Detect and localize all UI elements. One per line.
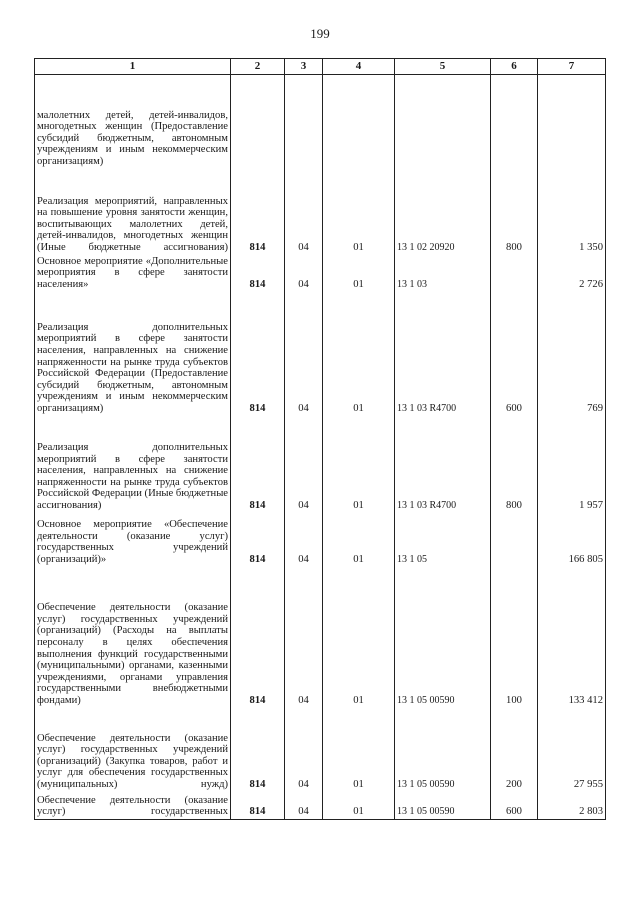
row-ministry-code: 814 bbox=[231, 292, 285, 416]
table-row bbox=[35, 169, 606, 255]
row-subsection-code: 01 bbox=[323, 792, 395, 820]
row-section-code: 04 bbox=[285, 708, 323, 792]
row-expense-type bbox=[491, 75, 538, 169]
row-expense-type: 800 bbox=[491, 169, 538, 255]
budget-table bbox=[34, 58, 606, 820]
row-target-code: 13 1 03 R4700 bbox=[395, 416, 491, 513]
table-row bbox=[35, 75, 606, 169]
row-ministry-code: 814 bbox=[231, 567, 285, 708]
row-subsection-code: 01 bbox=[323, 169, 395, 255]
row-amount bbox=[538, 75, 606, 169]
table-row bbox=[35, 416, 606, 513]
row-section-code: 04 bbox=[285, 169, 323, 255]
header-col-3: 3 bbox=[285, 59, 323, 75]
row-amount: 133 412 bbox=[538, 567, 606, 708]
page-number: 199 bbox=[310, 26, 330, 41]
row-subsection-code: 01 bbox=[323, 255, 395, 292]
table-row bbox=[35, 255, 606, 292]
header-col-4: 4 bbox=[323, 59, 395, 75]
row-description: Основное мероприятие «Дополнительные мероприятия в сфере занятости населения» bbox=[35, 255, 231, 292]
row-subsection-code: 01 bbox=[323, 567, 395, 708]
row-subsection-code: 01 bbox=[323, 708, 395, 792]
row-target-code bbox=[395, 75, 491, 169]
row-description: Реализация мероприятий, направленных на повышение уровня занятости женщин, воспитывающих малолетних детей, детей-инвалидов, многодетных женщин (Иные бюджетные ассигнования) bbox=[35, 169, 231, 255]
row-subsection-code: 01 bbox=[323, 292, 395, 416]
row-subsection-code bbox=[323, 75, 395, 169]
row-amount: 1 350 bbox=[538, 169, 606, 255]
row-expense-type: 100 bbox=[491, 567, 538, 708]
row-target-code: 13 1 05 00590 bbox=[395, 792, 491, 820]
row-section-code: 04 bbox=[285, 292, 323, 416]
table-row bbox=[35, 792, 606, 820]
row-description: Обеспечение деятельности (оказание услуг) государственных bbox=[35, 792, 231, 820]
row-expense-type bbox=[491, 255, 538, 292]
row-amount: 769 bbox=[538, 292, 606, 416]
table-row bbox=[35, 708, 606, 792]
table-row bbox=[35, 292, 606, 416]
row-description: Реализация дополнительных мероприятий в сфере занятости населения, направленных на снижение напряженности на рынке труда субъектов Российской Федерации (Предоставление субсидий бюджетным, автономным учреждениям и иным некоммерческим организациям) bbox=[35, 292, 231, 416]
header-col-6: 6 bbox=[491, 59, 538, 75]
table-row bbox=[35, 513, 606, 567]
header-col-5: 5 bbox=[395, 59, 491, 75]
row-target-code: 13 1 02 20920 bbox=[395, 169, 491, 255]
row-expense-type bbox=[491, 513, 538, 567]
row-description: Обеспечение деятельности (оказание услуг) государственных учреждений (организаций) (Расходы на выплаты персоналу в целях обеспечения выполнения функций государственными (муниципальными) органами, казенными учреждениями, органами управления государственными внебюджетными фондами) bbox=[35, 567, 231, 708]
row-description: Основное мероприятие «Обеспечение деятельности (оказание услуг) государственных учреждений (организаций)» bbox=[35, 513, 231, 567]
row-expense-type: 600 bbox=[491, 292, 538, 416]
row-section-code: 04 bbox=[285, 567, 323, 708]
row-target-code: 13 1 05 00590 bbox=[395, 567, 491, 708]
row-description: Реализация дополнительных мероприятий в сфере занятости населения, направленных на снижение напряженности на рынке труда субъектов Российской Федерации (Иные бюджетные ассигнования) bbox=[35, 416, 231, 513]
row-ministry-code: 814 bbox=[231, 513, 285, 567]
row-target-code: 13 1 05 00590 bbox=[395, 708, 491, 792]
row-ministry-code: 814 bbox=[231, 792, 285, 820]
row-section-code: 04 bbox=[285, 255, 323, 292]
row-description: малолетних детей, детей-инвалидов, многодетных женщин (Предоставление субсидий бюджетным, автономным учреждениям и иным некоммерческим организациям) bbox=[35, 75, 231, 169]
row-amount: 27 955 bbox=[538, 708, 606, 792]
header-col-7: 7 bbox=[538, 59, 606, 75]
header-row bbox=[35, 59, 606, 75]
row-target-code: 13 1 05 bbox=[395, 513, 491, 567]
header-col-2: 2 bbox=[231, 59, 285, 75]
row-ministry-code: 814 bbox=[231, 416, 285, 513]
row-expense-type: 200 bbox=[491, 708, 538, 792]
row-ministry-code: 814 bbox=[231, 708, 285, 792]
row-expense-type: 600 bbox=[491, 792, 538, 820]
row-section-code bbox=[285, 75, 323, 169]
row-target-code: 13 1 03 R4700 bbox=[395, 292, 491, 416]
row-amount: 2 803 bbox=[538, 792, 606, 820]
row-description: Обеспечение деятельности (оказание услуг) государственных учреждений (организаций) (Закупка товаров, работ и услуг для обеспечения государственных (муниципальных) нужд) bbox=[35, 708, 231, 792]
row-amount: 1 957 bbox=[538, 416, 606, 513]
row-amount: 166 805 bbox=[538, 513, 606, 567]
table-row bbox=[35, 567, 606, 708]
row-ministry-code bbox=[231, 75, 285, 169]
row-section-code: 04 bbox=[285, 513, 323, 567]
row-amount: 2 726 bbox=[538, 255, 606, 292]
row-section-code: 04 bbox=[285, 416, 323, 513]
row-subsection-code: 01 bbox=[323, 416, 395, 513]
header-col-1: 1 bbox=[35, 59, 231, 75]
row-subsection-code: 01 bbox=[323, 513, 395, 567]
row-target-code: 13 1 03 bbox=[395, 255, 491, 292]
row-ministry-code: 814 bbox=[231, 169, 285, 255]
row-expense-type: 800 bbox=[491, 416, 538, 513]
row-section-code: 04 bbox=[285, 792, 323, 820]
row-ministry-code: 814 bbox=[231, 255, 285, 292]
